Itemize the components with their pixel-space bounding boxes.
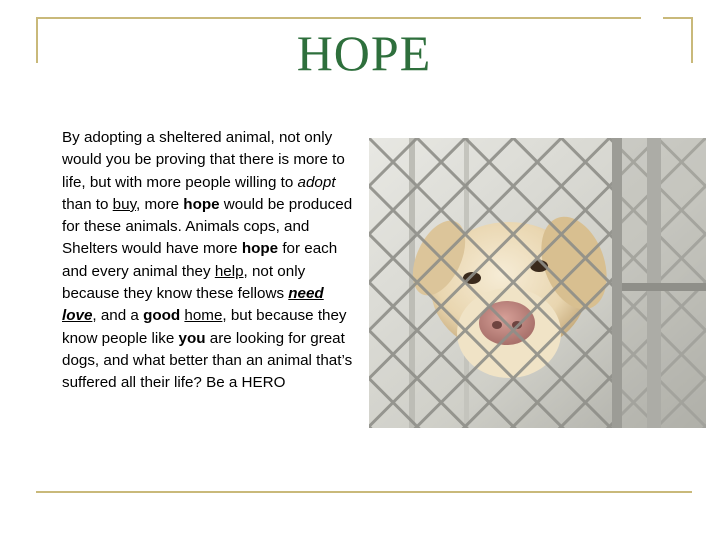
text-run: for each and every animal they (62, 240, 338, 280)
dog-behind-fence-photo (369, 138, 706, 428)
text-run: , but because they know people like (62, 307, 347, 347)
bold-hope: hope (241, 240, 279, 258)
bold-good: good (143, 307, 181, 325)
text-run: than to (62, 195, 113, 213)
body-paragraph (62, 127, 362, 395)
text-run: would be produced for these animals. Animals cops, and Shelters would have more (62, 195, 353, 258)
text-run: By adopting a sheltered animal, not only would you be proving that there is more to life, but with more people willing to (62, 129, 345, 191)
emphasis-need-love: need love (62, 285, 324, 325)
underline-help: help (214, 262, 244, 280)
fence-post (612, 138, 622, 428)
frame-line-top (36, 17, 641, 19)
text-run: , more (136, 195, 184, 213)
underline-buy: buy (112, 195, 137, 213)
bold-hope: hope (183, 195, 220, 213)
slide-title: HOPE (296, 25, 432, 81)
frame-line-top-right (663, 17, 693, 19)
dog-illustration (369, 138, 706, 428)
text-run: , and a (92, 307, 144, 325)
underline-home: home (184, 307, 223, 325)
text-run: are looking for great dogs, and what better than an animal that’s suffered all their life? Be a HERO (62, 329, 353, 392)
emphasis-adopt: adopt (297, 173, 336, 191)
text-run: , not only because they know these fellows (62, 262, 306, 303)
bold-you: you (178, 329, 206, 347)
frame-line-bottom (36, 491, 692, 493)
